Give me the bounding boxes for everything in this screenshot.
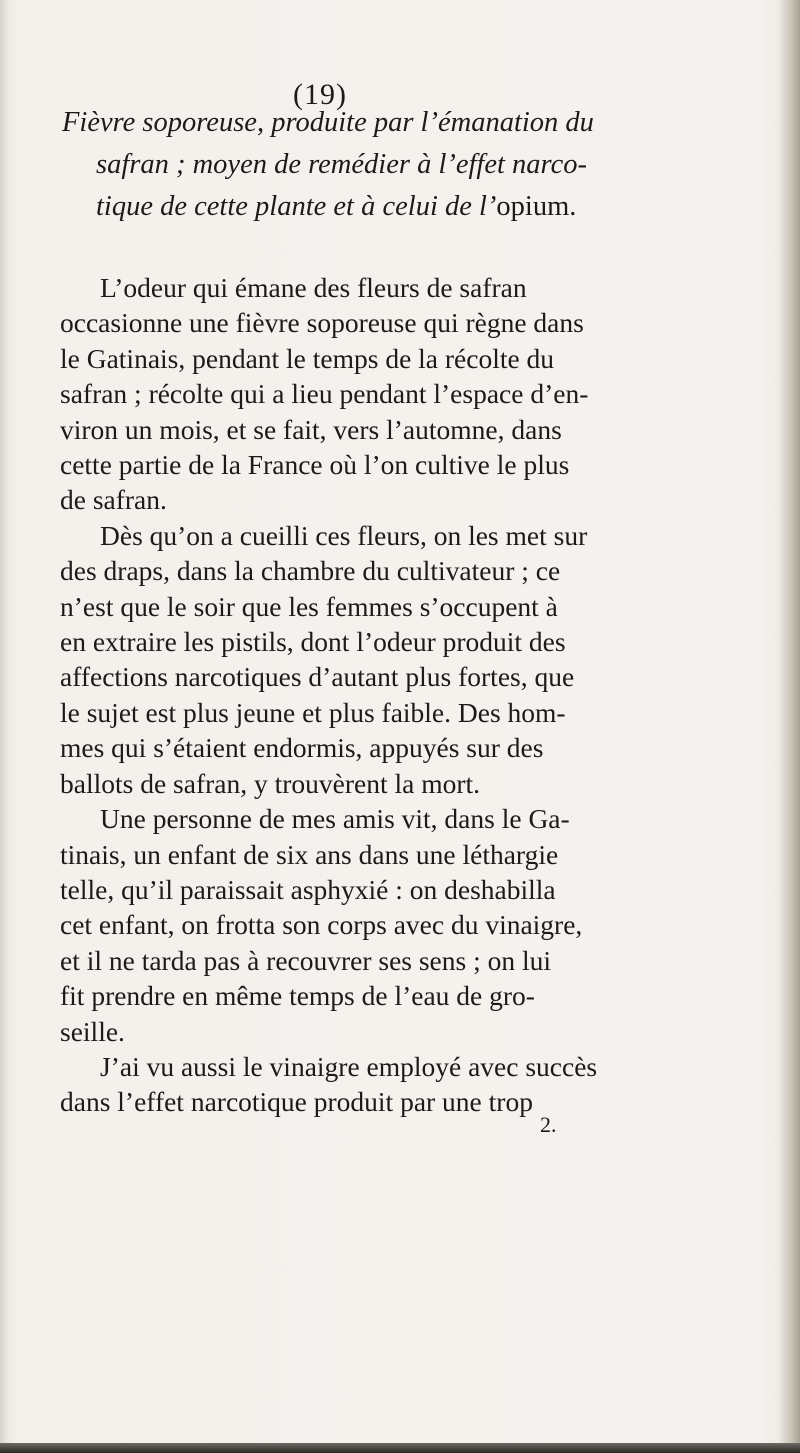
heading-line-3-italic: tique de cette plante et à celui de l’ (96, 191, 497, 222)
text-line: J’ai vu aussi le vinaigre employé avec succès (100, 1050, 598, 1082)
paragraph (60, 270, 760, 518)
paragraph (60, 801, 760, 1049)
heading-line-1: Fièvre soporeuse, produite par l’émanation du (62, 107, 594, 138)
paragraph (60, 1049, 760, 1120)
heading-line-3 (62, 186, 752, 228)
text-line: L’odeur qui émane des fleurs de safran (100, 272, 527, 303)
page-right-edge (778, 0, 800, 1453)
text-line: occasionne une fièvre soporeuse qui règne dans (60, 307, 584, 339)
page-number: (19) (293, 78, 347, 111)
section-heading (62, 102, 752, 228)
text-line: des draps, dans la chambre du cultivateur ; ce (60, 555, 561, 587)
heading-line-2: safran ; moyen de remédier à l’effet narco- (96, 149, 587, 180)
text-line: le Gatinais, pendant le temps de la récolte du (60, 342, 555, 374)
text-line: de safran. (60, 484, 167, 516)
text-line: Une personne de mes amis vit, dans le Ga- (100, 803, 570, 835)
text-line: n’est que le soir que les femmes s’occupent à (60, 590, 558, 622)
text-line: fit prendre en même temps de l’eau de gro- (60, 980, 535, 1012)
scan-bottom-edge (0, 1443, 800, 1453)
heading-line-3-roman: opium. (496, 191, 577, 222)
text-line: viron un mois, et se fait, vers l’automne, dans (60, 413, 562, 445)
text-line: Dès qu’on a cueilli ces fleurs, on les met sur (100, 519, 588, 551)
text-line: seille. (60, 1015, 125, 1047)
text-line: ballots de safran, y trouvèrent la mort. (60, 767, 481, 799)
signature-mark: 2. (540, 1112, 557, 1137)
text-line: tinais, un enfant de six ans dans une léthargie (60, 838, 559, 870)
text-line: affections narcotiques d’autant plus fortes, que (60, 661, 575, 693)
body-text (60, 270, 760, 1120)
text-line: et il ne tarda pas à recouvrer ses sens ; on lui (60, 944, 552, 976)
text-line: mes qui s’étaient endormis, appuyés sur des (60, 732, 544, 764)
paragraph (60, 518, 760, 801)
text-line: le sujet est plus jeune et plus faible. Des hom- (60, 696, 566, 728)
text-line: dans l’effet narcotique produit par une trop (60, 1086, 533, 1118)
text-line: cet enfant, on frotta son corps avec du vinaigre, (60, 909, 583, 941)
text-line: telle, qu’il paraissait asphyxié : on deshabilla (60, 873, 556, 905)
text-line: cette partie de la France où l’on cultive le plus (60, 449, 570, 481)
text-line: en extraire les pistils, dont l’odeur produit des (60, 626, 566, 658)
text-line: safran ; récolte qui a lieu pendant l’espace d’en- (60, 378, 589, 410)
page-left-edge (0, 0, 8, 1453)
